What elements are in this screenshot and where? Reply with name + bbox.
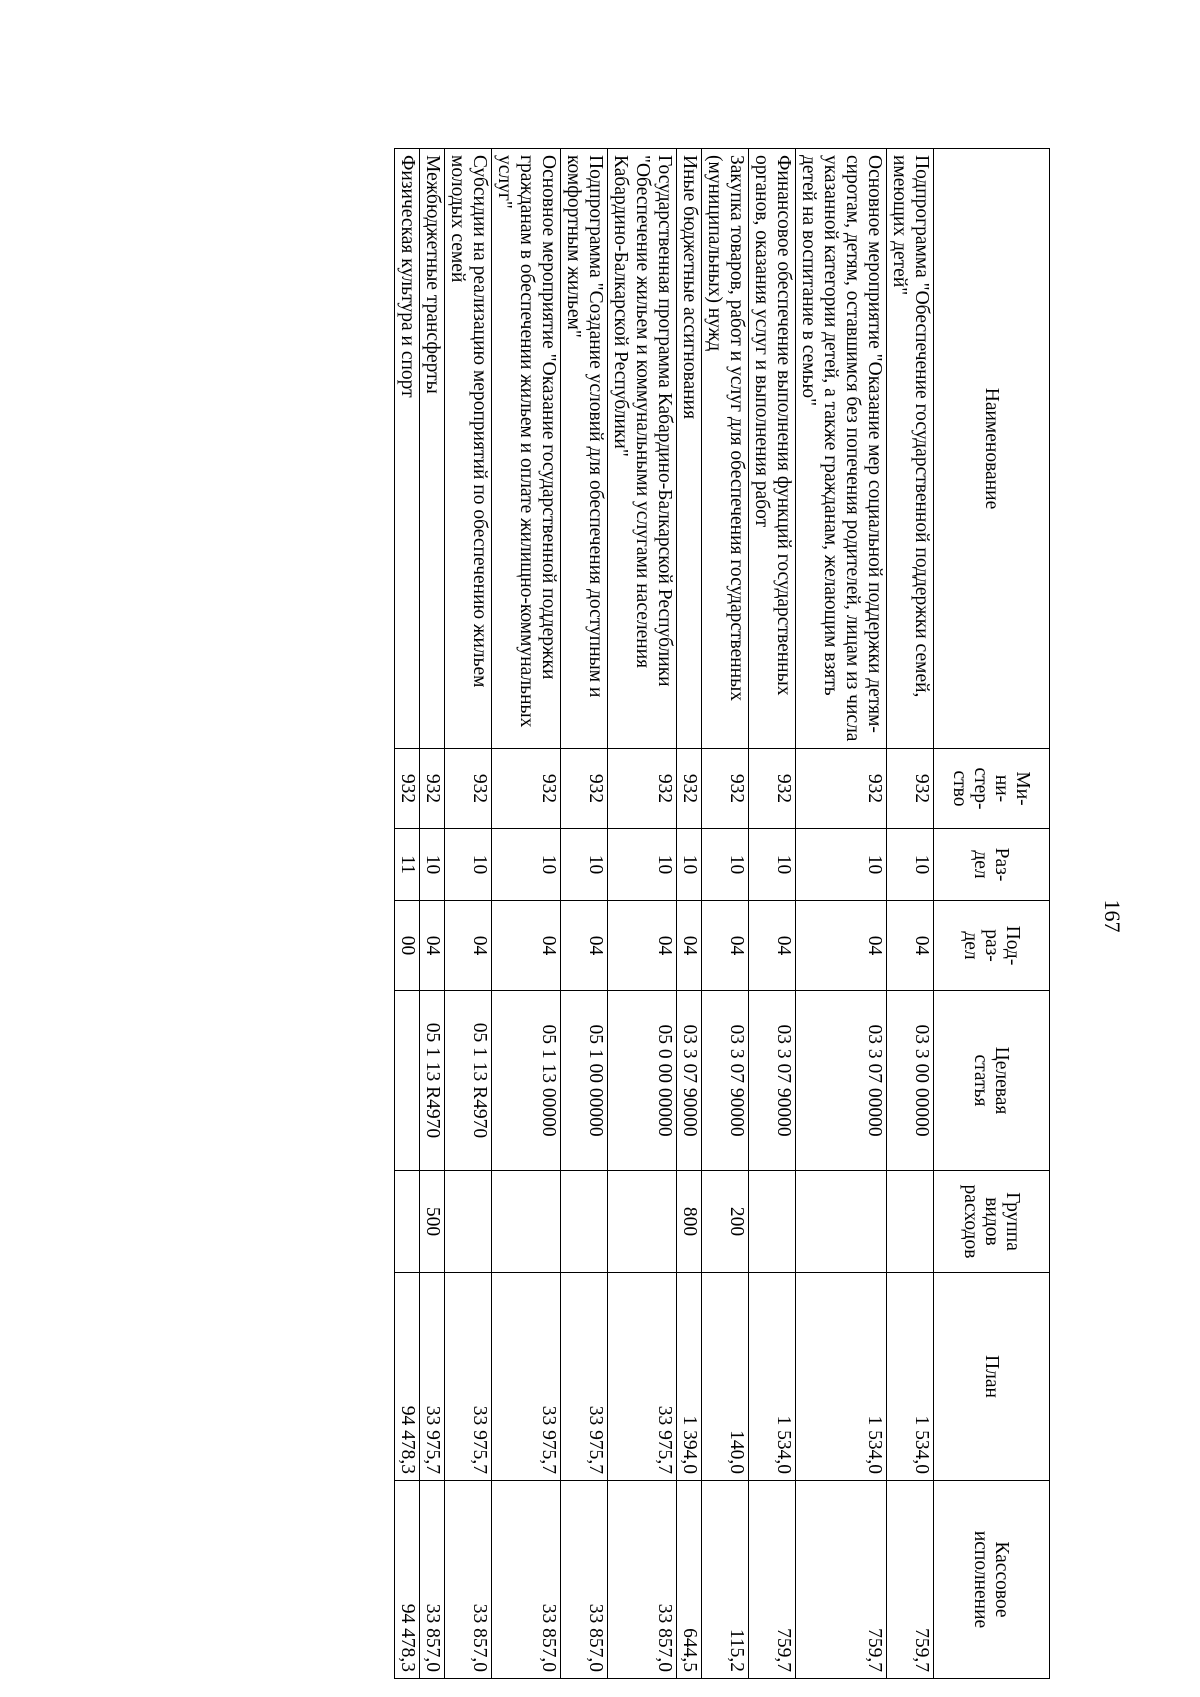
cell-target-article: 05 0 00 00000 <box>608 991 677 1171</box>
cell-plan: 33 975,7 <box>561 1273 608 1481</box>
cell-cash-execution: 759,7 <box>796 1481 887 1679</box>
cell-expense-group: 800 <box>677 1171 702 1273</box>
cell-plan: 140,0 <box>702 1273 749 1481</box>
cell-plan: 1 534,0 <box>749 1273 796 1481</box>
table-row <box>702 149 749 1679</box>
table-row <box>420 149 445 1679</box>
cell-cash-execution: 759,7 <box>749 1481 796 1679</box>
cell-cash-execution: 33 857,0 <box>608 1481 677 1679</box>
cell-name: Межбюджетные трансферты <box>420 149 445 749</box>
cell-expense-group <box>445 1171 492 1273</box>
cell-ministry: 932 <box>395 749 420 829</box>
cell-target-article: 05 1 13 R4970 <box>445 991 492 1171</box>
cell-subsection: 04 <box>702 901 749 991</box>
cell-cash-execution: 94 478,3 <box>395 1481 420 1679</box>
cell-subsection: 04 <box>887 901 934 991</box>
cell-target-article: 03 3 00 00000 <box>887 991 934 1171</box>
cell-target-article: 03 3 07 90000 <box>702 991 749 1171</box>
cell-cash-execution: 33 857,0 <box>445 1481 492 1679</box>
cell-ministry: 932 <box>749 749 796 829</box>
cell-name: Физическая культура и спорт <box>395 149 420 749</box>
header-subsection: Под- раз- дел <box>934 901 1050 991</box>
cell-target-article: 03 3 07 90000 <box>749 991 796 1171</box>
cell-ministry: 932 <box>887 749 934 829</box>
table-row <box>796 149 887 1679</box>
cell-name: Подпрограмма "Обеспечение государственной поддержки семей, имеющих детей" <box>887 149 934 749</box>
cell-subsection: 04 <box>608 901 677 991</box>
cell-section: 10 <box>702 829 749 901</box>
cell-name: Финансовое обеспечение выполнения функций государственных органов, оказания услуг и выполнения работ <box>749 149 796 749</box>
table-header-row <box>934 149 1050 1679</box>
table-row <box>608 149 677 1679</box>
cell-expense-group <box>608 1171 677 1273</box>
cell-cash-execution: 759,7 <box>887 1481 934 1679</box>
cell-target-article <box>395 991 420 1171</box>
cell-section: 10 <box>796 829 887 901</box>
header-expense-group: Группа видов расходов <box>934 1171 1050 1273</box>
cell-expense-group <box>749 1171 796 1273</box>
cell-name: Подпрограмма "Создание условий для обеспечения доступным и комфортным жильем" <box>561 149 608 749</box>
cell-expense-group: 500 <box>420 1171 445 1273</box>
cell-cash-execution: 33 857,0 <box>561 1481 608 1679</box>
cell-ministry: 932 <box>608 749 677 829</box>
cell-expense-group <box>492 1171 561 1273</box>
cell-ministry: 932 <box>561 749 608 829</box>
cell-ministry: 932 <box>420 749 445 829</box>
cell-subsection: 04 <box>492 901 561 991</box>
cell-expense-group <box>796 1171 887 1273</box>
cell-target-article: 05 1 00 00000 <box>561 991 608 1171</box>
cell-plan: 33 975,7 <box>445 1273 492 1481</box>
cell-name: Основное мероприятие "Оказание мер социальной поддержки детям-сиротам, детям, оставшимся без попечения родителей, лицам из числа указанной категории детей, а также гражданам, желающим взять детей на воспитание в семью" <box>796 149 887 749</box>
cell-subsection: 04 <box>420 901 445 991</box>
cell-section: 10 <box>608 829 677 901</box>
cell-plan: 1 534,0 <box>796 1273 887 1481</box>
cell-section: 10 <box>887 829 934 901</box>
cell-subsection: 04 <box>749 901 796 991</box>
page-number: 167 <box>1100 899 1125 933</box>
cell-subsection: 04 <box>561 901 608 991</box>
cell-target-article: 03 3 07 00000 <box>796 991 887 1171</box>
cell-target-article: 05 1 13 00000 <box>492 991 561 1171</box>
cell-name: Государственная программа Кабардино-Балкарской Республики "Обеспечение жильем и коммунальными услугами населения Кабардино-Балкарской Республики" <box>608 149 677 749</box>
cell-ministry: 932 <box>702 749 749 829</box>
cell-ministry: 932 <box>492 749 561 829</box>
cell-name: Иные бюджетные ассигнования <box>677 149 702 749</box>
header-ministry: Ми- ни- стер- ство <box>934 749 1050 829</box>
cell-name: Закупка товаров, работ и услуг для обеспечения государственных (муниципальных) нужд <box>702 149 749 749</box>
cell-name: Субсидии на реализацию мероприятий по обеспечению жильем молодых семей <box>445 149 492 749</box>
cell-cash-execution: 33 857,0 <box>420 1481 445 1679</box>
cell-cash-execution: 115,2 <box>702 1481 749 1679</box>
cell-section: 10 <box>420 829 445 901</box>
cell-plan: 94 478,3 <box>395 1273 420 1481</box>
cell-section: 10 <box>677 829 702 901</box>
header-target-article: Целевая статья <box>934 991 1050 1171</box>
table-body <box>395 149 934 1679</box>
cell-plan: 1 534,0 <box>887 1273 934 1481</box>
cell-section: 10 <box>445 829 492 901</box>
cell-section: 10 <box>561 829 608 901</box>
cell-cash-execution: 33 857,0 <box>492 1481 561 1679</box>
header-plan: План <box>934 1273 1050 1481</box>
table-row <box>749 149 796 1679</box>
cell-subsection: 00 <box>395 901 420 991</box>
cell-plan: 33 975,7 <box>608 1273 677 1481</box>
cell-name: Основное мероприятие "Оказание государственной поддержки гражданам в обеспечении жильем и оплате жилищно-коммунальных услуг" <box>492 149 561 749</box>
cell-subsection: 04 <box>796 901 887 991</box>
table-row <box>561 149 608 1679</box>
cell-ministry: 932 <box>677 749 702 829</box>
cell-target-article: 05 1 13 R4970 <box>420 991 445 1171</box>
cell-ministry: 932 <box>445 749 492 829</box>
cell-section: 10 <box>749 829 796 901</box>
cell-section: 11 <box>395 829 420 901</box>
cell-subsection: 04 <box>445 901 492 991</box>
cell-cash-execution: 644,5 <box>677 1481 702 1679</box>
budget-table <box>394 148 1050 1679</box>
table-row <box>445 149 492 1679</box>
cell-expense-group: 200 <box>702 1171 749 1273</box>
cell-expense-group <box>395 1171 420 1273</box>
table-row <box>492 149 561 1679</box>
cell-plan: 1 394,0 <box>677 1273 702 1481</box>
table-row <box>887 149 934 1679</box>
cell-target-article: 03 3 07 90000 <box>677 991 702 1171</box>
cell-plan: 33 975,7 <box>492 1273 561 1481</box>
cell-section: 10 <box>492 829 561 901</box>
table-row <box>677 149 702 1679</box>
rotated-table-wrapper <box>138 148 1050 1678</box>
cell-plan: 33 975,7 <box>420 1273 445 1481</box>
header-name: Наименование <box>934 149 1050 749</box>
table-row <box>395 149 420 1679</box>
header-section: Раз- дел <box>934 829 1050 901</box>
cell-expense-group <box>561 1171 608 1273</box>
cell-ministry: 932 <box>796 749 887 829</box>
header-cash-execution: Кассовое исполнение <box>934 1481 1050 1679</box>
cell-expense-group <box>887 1171 934 1273</box>
cell-subsection: 04 <box>677 901 702 991</box>
